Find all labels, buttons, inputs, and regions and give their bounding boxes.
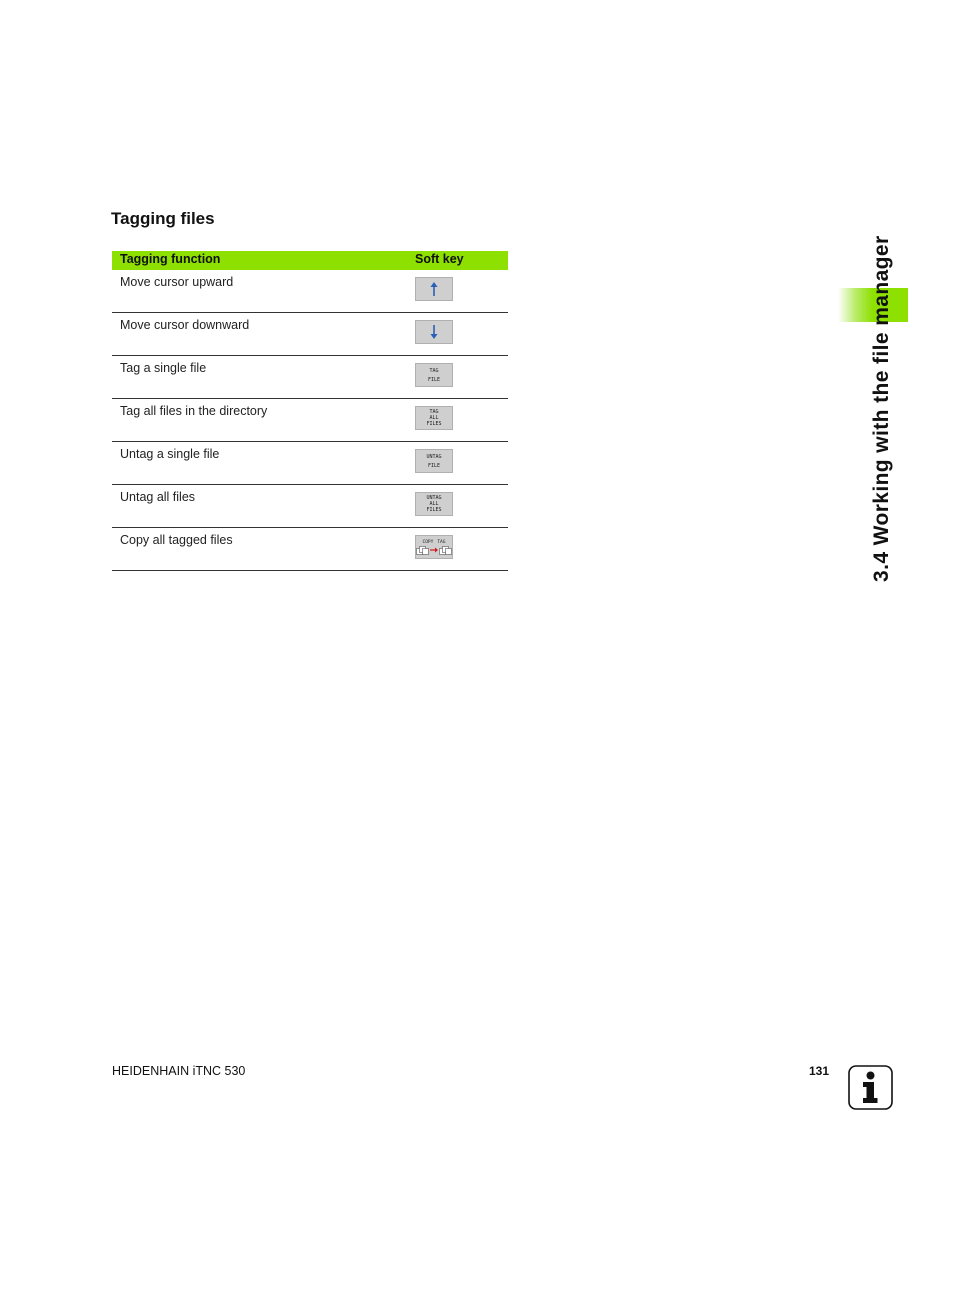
softkey-untag-all-files[interactable] [415,492,453,516]
header-softkey: Soft key [415,252,464,266]
section-title: Tagging files [111,209,215,228]
table-row [112,485,508,528]
row-label: Tag a single file [120,361,207,375]
table-header [112,251,508,270]
info-icon [848,1065,893,1110]
chapter-title: 3.4 Working with the file manager [870,235,893,582]
files-icon [439,546,452,555]
softkey-tag-all-files[interactable] [415,406,453,430]
table-row [112,313,508,356]
table-row [112,399,508,442]
softkey-cursor-up[interactable] [415,277,453,301]
row-label: Move cursor upward [120,275,234,289]
row-label: Tag all files in the directory [120,404,268,418]
softkey-text: TAG [437,539,446,545]
softkey-text: ALL [429,415,439,421]
row-label: Untag all files [120,490,196,504]
softkey-text: UNTAG [426,453,442,460]
softkey-text: FILE [427,462,441,469]
row-label: Copy all tagged files [120,533,233,547]
tagging-table [112,251,508,571]
softkey-text: TAG [429,367,439,374]
softkey-text: UNTAG [426,495,442,501]
softkey-text: TAG [429,409,439,415]
files-icon [416,546,429,555]
softkey-untag-file[interactable] [415,449,453,473]
header-function: Tagging function [120,252,221,266]
softkey-tag-file[interactable] [415,363,453,387]
softkey-text: FILES [426,421,442,427]
table-row [112,528,508,571]
table-row [112,270,508,313]
footer-product: HEIDENHAIN iTNC 530 [112,1064,246,1078]
softkey-text: FILE [427,376,441,383]
softkey-copy-tagged[interactable] [415,535,453,559]
table-row [112,442,508,485]
page-number: 131 [809,1064,830,1078]
softkey-text: ALL [429,501,439,507]
softkey-text: FILES [426,507,442,513]
arrow-right-icon [430,547,438,553]
arrow-down-icon [429,324,439,340]
softkey-text: COPY [422,539,434,545]
arrow-up-icon [429,281,439,297]
row-label: Move cursor downward [120,318,250,332]
row-label: Untag a single file [120,447,220,461]
softkey-cursor-down[interactable] [415,320,453,344]
table-row [112,356,508,399]
